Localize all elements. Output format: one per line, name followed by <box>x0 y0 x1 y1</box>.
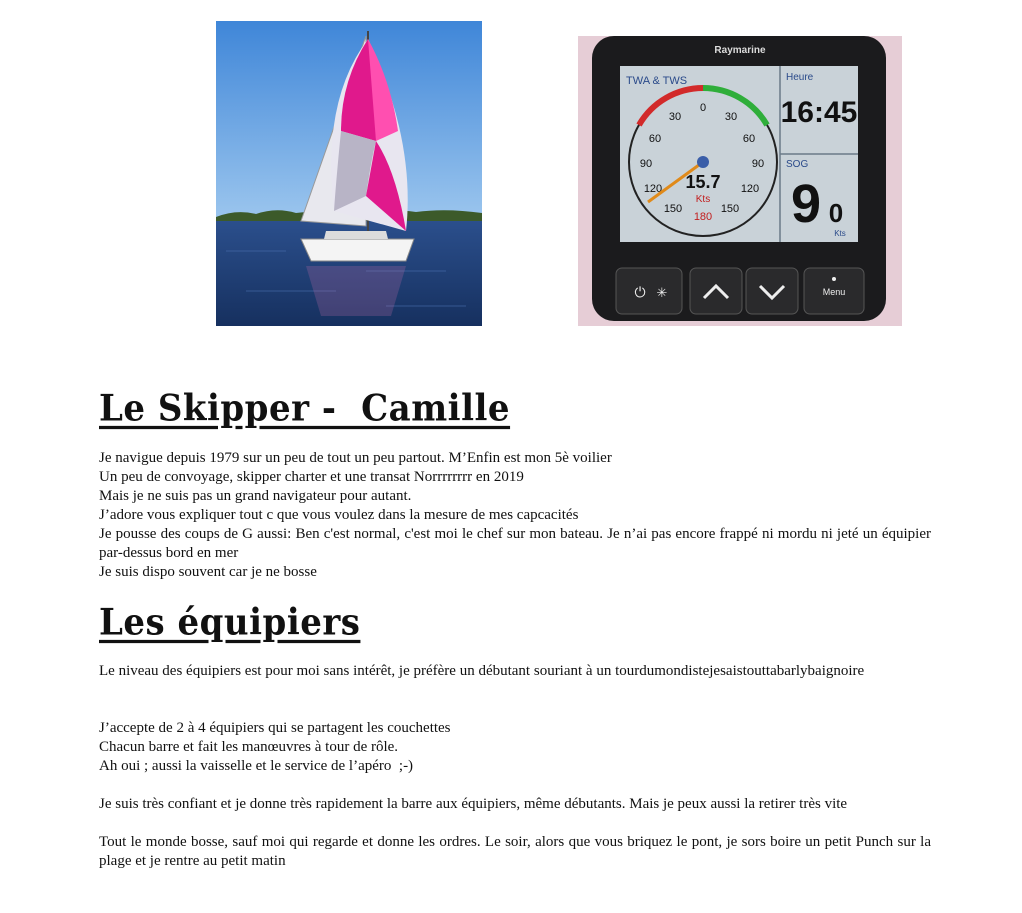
dial-label: 60 <box>742 133 756 145</box>
skipper-line: Je suis dispo souvent car je ne bosse <box>99 564 317 580</box>
dial-label: 90 <box>751 158 765 170</box>
wind-instrument-photo <box>578 36 902 326</box>
brand-label: Raymarine <box>714 45 766 56</box>
crew-paragraph <box>99 662 931 681</box>
crew-line: Chacun barre et fait les manœuvres à tour de rôle. <box>99 739 399 755</box>
dial-label: 90 <box>639 158 653 170</box>
skipper-heading: Le Skipper - Camille <box>99 387 511 431</box>
skipper-line: J’adore vous expliquer tout c que vous voulez dans la mesure de mes capcacités <box>99 507 579 523</box>
skipper-line: Un peu de convoyage, skipper charter et une transat Norrrrrrrr en 2019 <box>99 469 524 485</box>
twa-tws-label: TWA & TWS <box>626 75 688 87</box>
time-value: 16:45 <box>780 96 858 129</box>
skipper-text <box>99 449 935 582</box>
crew-line: Ah oui ; aussi la vaisselle et le service de l’apéro ;-) <box>99 758 414 774</box>
power-icon: ⏻ <box>634 285 646 301</box>
crew-paragraph-text: Je suis très confiant et je donne très rapidement la barre aux équipiers, même débutants. Mais je peux aussi la retirer très vite <box>99 796 848 812</box>
wind-speed-value: 15.7 <box>685 172 721 192</box>
sog-unit: Kts <box>834 229 846 238</box>
dial-label: 150 <box>663 203 683 215</box>
crew-paragraph-text: Tout le monde bosse, sauf moi qui regarde et donne les ordres. Le soir, alors que vous briquez le pont, je sors boire un petit Punch sur la plage et je rentre au petit matin <box>99 834 935 869</box>
dial-label: 60 <box>648 133 662 145</box>
sog-decimal: 0 <box>828 198 844 228</box>
crew-paragraph <box>99 833 935 871</box>
menu-label: Menu <box>822 287 846 297</box>
sailboat-photo <box>216 21 482 326</box>
dial-label: 120 <box>643 183 663 195</box>
dial-label: 180 <box>693 211 713 223</box>
time-label: Heure <box>786 72 814 83</box>
dial-label: 120 <box>740 183 760 195</box>
skipper-line: Mais je ne suis pas un grand navigateur pour autant. <box>99 488 412 504</box>
dial-label: 0 <box>699 102 707 114</box>
crew-paragraph <box>99 795 931 814</box>
crew-paragraph-text: Le niveau des équipiers est pour moi sans intérêt, je préfère un débutant souriant à un tourdumondistejesaistouttabarlybaignoire <box>99 663 865 679</box>
dial-label: 150 <box>720 203 740 215</box>
crew-line: J’accepte de 2 à 4 équipiers qui se partagent les couchettes <box>99 720 451 736</box>
wind-unit-label: Kts <box>695 194 711 205</box>
backlight-icon: ✳ <box>656 286 668 301</box>
dial-label: 30 <box>724 111 738 123</box>
sog-value: 9 <box>790 174 822 234</box>
skipper-line: Je navigue depuis 1979 sur un peu de tout un peu partout. M’Enfin est mon 5è voilier <box>99 450 612 466</box>
sog-label: SOG <box>786 159 809 170</box>
crew-paragraph <box>99 719 931 776</box>
crew-heading: Les équipiers <box>99 601 361 645</box>
dial-label: 30 <box>668 111 682 123</box>
skipper-line: Je pousse des coups de G aussi: Ben c'est normal, c'est moi le chef sur mon bateau. Je n’ai pas encore frappé ni mordu ni jeté un équipier par-dessus bord en mer <box>99 526 935 561</box>
